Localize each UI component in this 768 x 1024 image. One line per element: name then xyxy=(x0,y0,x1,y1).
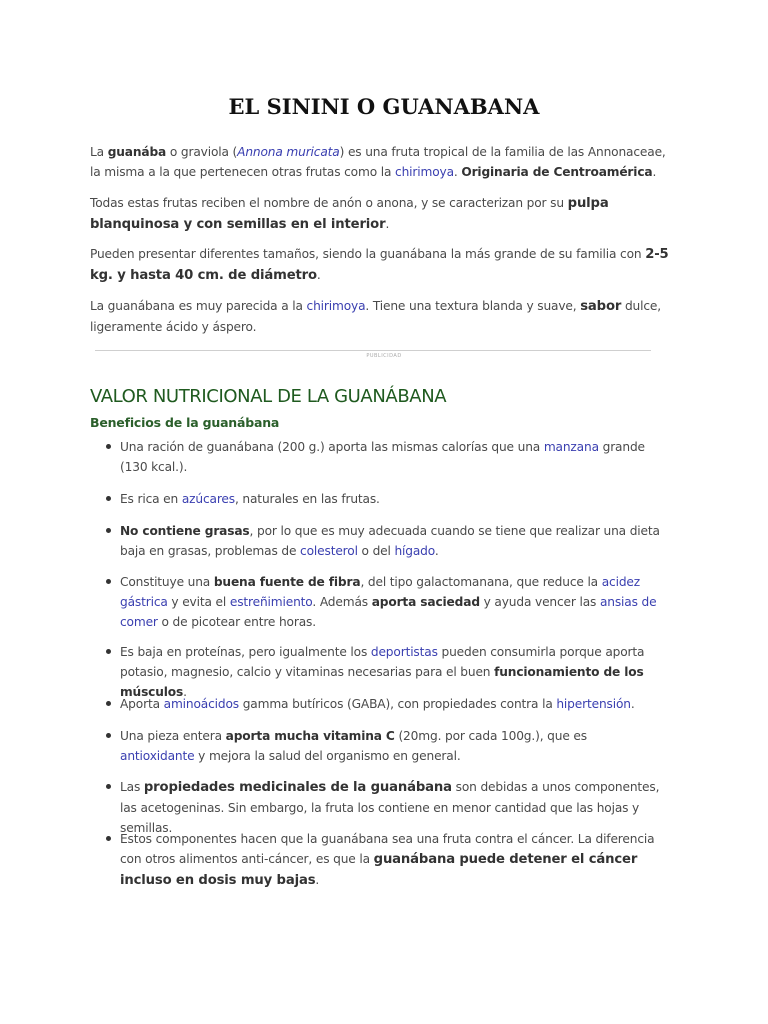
bold-text: funcionamiento de los músculos xyxy=(120,665,644,699)
text: . xyxy=(630,697,635,711)
aminoacidos-link[interactable]: aminoácidos xyxy=(163,697,239,711)
text: Estos componentes hacen que la guanábana sea una fruta contra el cáncer. La diferencia con otros alimentos anti-cáncer, es que la xyxy=(120,832,655,866)
list-item xyxy=(120,642,660,702)
list-item xyxy=(120,726,660,766)
bold-text: pulpa blanquinosa y con semillas en el interior xyxy=(90,196,609,232)
text: Es rica en xyxy=(120,492,182,506)
text: y evita el xyxy=(167,595,230,609)
text: , por lo que es muy adecuada cuando se tiene que realizar una dieta baja en grasas, problemas de xyxy=(120,524,660,558)
text: dulce, ligeramente ácido y áspero. xyxy=(90,299,661,334)
page-title: EL SININI O GUANABANA xyxy=(228,94,540,119)
list-item xyxy=(120,829,660,891)
higado-link[interactable]: hígado xyxy=(394,544,435,558)
text: pueden consumirla porque aporta potasio, magnesio, calcio y vitaminas necesarias para el buen xyxy=(120,645,645,679)
text: . xyxy=(652,165,657,179)
bullet-icon xyxy=(106,579,111,584)
text: . xyxy=(453,165,462,179)
section-heading: VALOR NUTRICIONAL DE LA GUANÁBANA xyxy=(90,386,447,407)
text: , del tipo galactomanana, que reduce la xyxy=(360,575,602,589)
text: Aporta xyxy=(120,697,164,711)
azucares-link[interactable]: azúcares xyxy=(181,492,235,506)
bold-text: Originaria de Centroamérica xyxy=(461,165,653,179)
list-item xyxy=(120,572,660,632)
texture-paragraph xyxy=(90,296,670,337)
hipertension-link[interactable]: hipertensión xyxy=(556,697,631,711)
text: ) es una fruta tropical de la familia de las Annonaceae, la misma a la que pertenecen otras frutas como la xyxy=(90,145,666,179)
chirimoya-link[interactable]: chirimoya xyxy=(395,165,454,179)
deportistas-link[interactable]: deportistas xyxy=(370,645,438,659)
text: o de picotear entre horas. xyxy=(157,615,316,629)
text: La guanábana es muy parecida a la xyxy=(90,299,307,313)
colesterol-link[interactable]: colesterol xyxy=(300,544,358,558)
text: o del xyxy=(357,544,395,558)
text: . xyxy=(183,685,187,699)
text: gamma butíricos (GABA), con propiedades contra la xyxy=(238,697,557,711)
chirimoya-link[interactable]: chirimoya xyxy=(306,299,366,313)
list-item xyxy=(120,489,660,509)
bullet-icon xyxy=(106,649,111,654)
subsection-heading: Beneficios de la guanábana xyxy=(90,415,280,430)
bold-text: buena fuente de fibra xyxy=(213,575,361,589)
text: Las xyxy=(120,780,144,794)
ad-divider xyxy=(95,350,651,351)
text: , naturales en las frutas. xyxy=(234,492,380,506)
ansias-de-comer-link[interactable]: ansias de comer xyxy=(120,595,657,629)
bold-text: aporta mucha vitamina C xyxy=(225,729,395,743)
list-item xyxy=(120,521,660,561)
annona-muricata-link[interactable]: Annona muricata xyxy=(237,145,340,159)
bullet-icon xyxy=(106,836,111,841)
size-paragraph xyxy=(90,244,670,286)
manzana-link[interactable]: manzana xyxy=(543,440,599,454)
ad-label: PUBLICIDAD xyxy=(366,353,402,359)
bold-text: guanábana puede detener el cáncer incluso en dosis muy bajas xyxy=(120,852,638,888)
text: Todas estas frutas reciben el nombre de anón o anona, y se caracterizan por su xyxy=(90,196,568,210)
list-item xyxy=(120,437,660,477)
bullet-icon xyxy=(106,444,111,449)
text: Pueden presentar diferentes tamaños, siendo la guanábana la más grande de su familia con xyxy=(90,247,646,261)
acidez-gastrica-link[interactable]: acidez gástrica xyxy=(120,575,641,609)
bullet-icon xyxy=(106,496,111,501)
bold-text: sabor xyxy=(580,299,622,314)
estrenimiento-link[interactable]: estreñimiento xyxy=(229,595,313,609)
bullet-icon xyxy=(106,784,111,789)
text: y mejora la salud del organismo en general. xyxy=(194,749,461,763)
text: . xyxy=(315,873,320,887)
text: y ayuda vencer las xyxy=(479,595,600,609)
antioxidante-link[interactable]: antioxidante xyxy=(120,749,195,763)
bullet-icon xyxy=(106,733,111,738)
bullet-icon xyxy=(106,701,111,706)
bullet-icon xyxy=(106,528,111,533)
anona-paragraph xyxy=(90,193,670,235)
text: . Tiene una textura blanda y suave, xyxy=(365,299,581,313)
bold-text: propiedades medicinales de la guanábana xyxy=(143,780,452,795)
text: Es baja en proteínas, pero igualmente los xyxy=(120,645,371,659)
text: Constituye una xyxy=(120,575,214,589)
bold-text: No contiene grasas xyxy=(120,524,250,538)
text: o graviola ( xyxy=(166,145,238,159)
bold-text: guanába xyxy=(107,145,167,159)
text: Una pieza entera xyxy=(120,729,226,743)
text: Una ración de guanábana (200 g.) aporta las mismas calorías que una xyxy=(120,440,544,454)
text: . xyxy=(385,217,390,231)
text: La xyxy=(90,145,108,159)
text: . Además xyxy=(312,595,372,609)
list-item xyxy=(120,694,660,714)
text: grande (130 kcal.). xyxy=(120,440,645,474)
text: son debidas a unos componentes, las acetogeninas. Sin embargo, la fruta los contiene en menor cantidad que las hojas y semillas. xyxy=(120,780,660,835)
text: (20mg. por cada 100g.), que es xyxy=(394,729,587,743)
text: . xyxy=(434,544,439,558)
bold-text: 2-5 kg. y hasta 40 cm. de diámetro xyxy=(90,247,669,283)
intro-paragraph xyxy=(90,142,670,182)
text: . xyxy=(316,268,321,282)
bold-text: aporta saciedad xyxy=(371,595,480,609)
